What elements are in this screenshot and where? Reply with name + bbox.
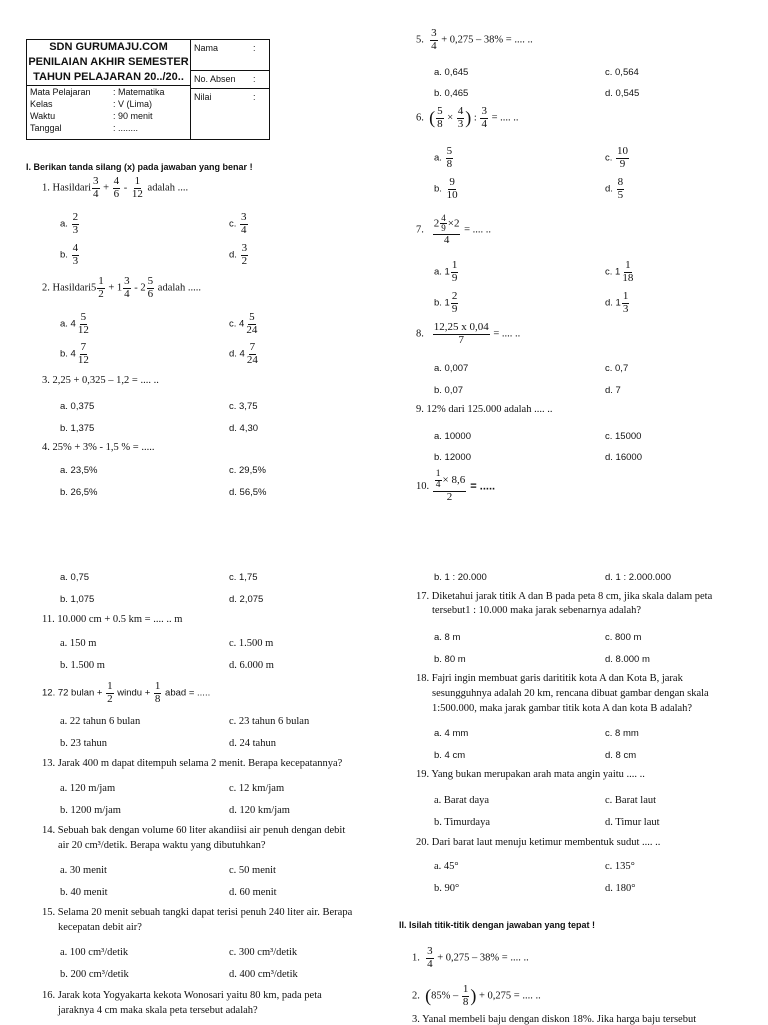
question-10: 10. $\frac{1}{4}$ × 8,6 2 = ..... <box>416 469 496 503</box>
date-value: : ........ <box>113 123 139 133</box>
option-20b[interactable]: b. 90° <box>434 883 460 894</box>
option-3b[interactable]: b. 1,375 <box>60 423 95 434</box>
option-20a[interactable]: a. 45° <box>434 861 459 872</box>
essay-question-3: 3. Yanal membeli baju dengan diskon 18%. Jika harga baju tersebut <box>412 1014 697 1025</box>
option-8c[interactable]: c. 0,7 <box>605 363 629 374</box>
option-5c[interactable]: c. 0,564 <box>605 67 639 78</box>
option-4c[interactable]: c. 29,5% <box>229 465 266 476</box>
option-11d[interactable]: d. 6.000 m <box>229 660 274 671</box>
option-18a[interactable]: a. 4 mm <box>434 728 469 739</box>
option-7a[interactable]: a. 1 $\frac{1}{9}$ <box>434 259 458 284</box>
option-6b[interactable]: b. $\frac{9}{10}$ <box>434 176 458 201</box>
option-3c[interactable]: c. 3,75 <box>229 401 258 412</box>
option-5b[interactable]: b. 0,465 <box>434 88 469 99</box>
question-16-line1: 16. Jarak kota Yogyakarta kekota Wonosari yaitu 80 km, pada peta <box>42 990 322 1001</box>
time-label: Waktu <box>30 111 56 121</box>
score-label: Nilai <box>194 92 212 102</box>
option-14d[interactable]: d. 60 menit <box>229 887 277 898</box>
option-5a[interactable]: a. 0,645 <box>434 67 469 78</box>
option-3a[interactable]: a. 0,375 <box>60 401 95 412</box>
option-15c[interactable]: c. 300 cm³/detik <box>229 947 298 958</box>
option-11b[interactable]: b. 1.500 m <box>60 660 105 671</box>
option-9b[interactable]: b. 12000 <box>434 452 471 463</box>
question-2: 2. Hasildari5 $\frac{1}{2}$ + 1 $\frac{3}{4}$ - 2 $\frac{5}{6}$ adalah ..... <box>42 275 201 300</box>
option-13a[interactable]: a. 120 m/jam <box>60 783 116 794</box>
option-20d[interactable]: d. 180° <box>605 883 636 894</box>
option-14c[interactable]: c. 50 menit <box>229 865 276 876</box>
option-13d[interactable]: d. 120 km/jam <box>229 805 290 816</box>
option-17b[interactable]: b. 80 m <box>434 654 466 665</box>
question-18-line2: sesungguhnya adalah 20 km, rencana dibuat gambar dengan skala <box>432 688 709 699</box>
option-8a[interactable]: a. 0,007 <box>434 363 469 374</box>
question-17-line1: 17. Diketahui jarak titik A dan B pada peta 8 cm, jika skala dalam peta <box>416 591 713 602</box>
option-4d[interactable]: d. 56,5% <box>229 487 267 498</box>
option-1c[interactable]: c. $\frac{3}{4}$ <box>229 211 247 236</box>
exam-year: TAHUN PELAJARAN 20../20.. <box>27 70 190 86</box>
option-7c[interactable]: c. 1 $\frac{1}{18}$ <box>605 259 634 284</box>
option-14a[interactable]: a. 30 menit <box>60 865 107 876</box>
option-1b[interactable]: b. $\frac{4}{3}$ <box>60 242 79 267</box>
option-19b[interactable]: b. Timurdaya <box>434 817 491 828</box>
option-19d[interactable]: d. Timur laut <box>605 817 660 828</box>
option-1d[interactable]: d. $\frac{3}{2}$ <box>229 242 248 267</box>
option-9c[interactable]: c. 15000 <box>605 431 642 442</box>
question-15-line2: kecepatan debit air? <box>58 922 142 933</box>
option-7d[interactable]: d. 1 $\frac{1}{3}$ <box>605 290 629 315</box>
option-12c[interactable]: c. 23 tahun 6 bulan <box>229 716 310 727</box>
question-6: 6. ( $\frac{5}{8}$ × $\frac{4}{3}$ ) : $\frac{3}{4}$ = .... .. <box>416 105 519 130</box>
time-value: : 90 menit <box>113 111 153 121</box>
question-7: 7. 2 $\frac{4}{9}$ ×2 4 = .... .. <box>416 213 492 246</box>
exam-name: PENILAIAN AKHIR SEMESTER <box>28 56 189 68</box>
option-16b[interactable]: b. 1 : 20.000 <box>434 572 487 583</box>
section-2-instruction: II. Isilah titik-titik dengan jawaban yang tepat ! <box>399 920 596 930</box>
option-7b[interactable]: b. 1 $\frac{2}{9}$ <box>434 290 458 315</box>
question-3: 3. 2,25 + 0,325 – 1,2 = .... .. <box>42 375 159 386</box>
option-20c[interactable]: c. 135° <box>605 861 635 872</box>
option-2b[interactable]: b. 4 $\frac{7}{12}$ <box>60 341 89 366</box>
option-11c[interactable]: c. 1.500 m <box>229 638 274 649</box>
question-11: 11. 10.000 cm + 0.5 km = .... .. m <box>42 614 183 625</box>
option-17d[interactable]: d. 8.000 m <box>605 654 650 665</box>
question-14-line1: 14. Sebuah bak dengan volume 60 liter akandiisi air penuh dengan debit <box>42 825 346 836</box>
option-10a[interactable]: a. 0,75 <box>60 572 90 583</box>
option-19a[interactable]: a. Barat daya <box>434 795 490 806</box>
option-19c[interactable]: c. Barat laut <box>605 795 657 806</box>
option-14b[interactable]: b. 40 menit <box>60 887 108 898</box>
question-5: 5. $\frac{3}{4}$ + 0,275 – 38% = .... .. <box>416 27 533 52</box>
question-8: 8. $\frac{12,25 x 0,04}{7}$ = .... .. <box>416 321 521 346</box>
essay-question-1: 1. $\frac{3}{4}$ + 0,275 – 38% = .... .. <box>412 945 529 970</box>
question-19: 19. Yang bukan merupakan arah mata angin yaitu .... .. <box>416 769 645 780</box>
option-12a[interactable]: a. 22 tahun 6 bulan <box>60 716 141 727</box>
name-label: Nama <box>194 43 219 53</box>
class-label: Kelas <box>30 99 53 109</box>
option-13b[interactable]: b. 1200 m/jam <box>60 805 121 816</box>
subject-label: Mata Pelajaran <box>30 87 91 97</box>
option-9d[interactable]: d. 16000 <box>605 452 642 463</box>
question-13: 13. Jarak 400 m dapat ditempuh selama 2 menit. Berapa kecepatannya? <box>42 758 343 769</box>
option-9a[interactable]: a. 10000 <box>434 431 471 442</box>
option-6c[interactable]: c. $\frac{10}{9}$ <box>605 145 629 170</box>
option-18d[interactable]: d. 8 cm <box>605 750 637 761</box>
option-8d[interactable]: d. 7 <box>605 385 621 396</box>
question-4: 4. 25% + 3% - 1,5 % = ..... <box>42 442 155 453</box>
option-18c[interactable]: c. 8 mm <box>605 728 639 739</box>
question-18-line3: 1:500.000, maka jarak gambar titik kota A dan kota B adalah? <box>432 703 693 714</box>
option-12b[interactable]: b. 23 tahun <box>60 738 107 749</box>
option-12d[interactable]: d. 24 tahun <box>229 738 276 749</box>
option-15b[interactable]: b. 200 cm³/detik <box>60 969 129 980</box>
option-2c[interactable]: c. 4 $\frac{5}{24}$ <box>229 311 258 336</box>
question-14-line2: air 20 cm³/detik. Berapa waktu yang dibutuhkan? <box>58 840 266 851</box>
school-title-cell <box>27 40 191 140</box>
option-13c[interactable]: c. 12 km/jam <box>229 783 285 794</box>
section-1-instruction: I. Berikan tanda silang (x) pada jawaban yang benar ! <box>26 162 253 172</box>
option-15a[interactable]: a. 100 cm³/detik <box>60 947 129 958</box>
option-16d[interactable]: d. 1 : 2.000.000 <box>605 572 672 583</box>
absen-colon: : <box>253 74 256 84</box>
option-10b[interactable]: b. 1,075 <box>60 594 95 605</box>
question-9: 9. 12% dari 125.000 adalah .... .. <box>416 404 553 415</box>
option-6d[interactable]: d. $\frac{8}{5}$ <box>605 176 624 201</box>
option-1a[interactable]: a. $\frac{2}{3}$ <box>60 211 79 236</box>
option-8b[interactable]: b. 0,07 <box>434 385 464 396</box>
school-name: SDN GURUMAJU.COM <box>49 41 168 53</box>
identity-cell <box>191 40 270 140</box>
date-label: Tanggal <box>30 123 62 133</box>
option-2d[interactable]: d. 4 $\frac{7}{24}$ <box>229 341 258 366</box>
score-colon: : <box>253 92 256 102</box>
question-17-line2: tersebut1 : 10.000 maka jarak sebenarnya adalah? <box>432 605 642 616</box>
option-4a[interactable]: a. 23,5% <box>60 465 98 476</box>
question-1: 1. Hasildari $\frac{3}{4}$ + $\frac{4}{6}$ - $\frac{1}{12}$ adalah .... <box>42 175 189 200</box>
option-17c[interactable]: c. 800 m <box>605 632 642 643</box>
option-11a[interactable]: a. 150 m <box>60 638 97 649</box>
essay-question-2: 2. (85% – $\frac{1}{8}$ ) + 0,275 = .... .. <box>412 983 541 1008</box>
option-18b[interactable]: b. 4 cm <box>434 750 466 761</box>
class-value: : V (Lima) <box>113 99 153 109</box>
absen-label: No. Absen <box>194 74 236 84</box>
option-3d[interactable]: d. 4,30 <box>229 423 259 434</box>
subject-value: : Matematika <box>113 87 165 97</box>
name-colon: : <box>253 43 256 53</box>
question-18-line1: 18. Fajri ingin membuat garis darititik kota A dan Kota B, jarak <box>416 673 683 684</box>
option-15d[interactable]: d. 400 cm³/detik <box>229 969 298 980</box>
question-12: 12. 72 bulan + $\frac{1}{2}$ windu + $\frac{1}{8}$ abad = ..... <box>42 680 211 705</box>
option-4b[interactable]: b. 26,5% <box>60 487 98 498</box>
option-10c[interactable]: c. 1,75 <box>229 572 258 583</box>
question-20: 20. Dari barat laut menuju ketimur membentuk sudut .... .. <box>416 837 661 848</box>
option-6a[interactable]: a. $\frac{5}{8}$ <box>434 145 453 170</box>
option-2a[interactable]: a. 4 $\frac{5}{12}$ <box>60 311 89 336</box>
question-16-line2: jaraknya 4 cm maka skala peta tersebut adalah? <box>58 1005 258 1016</box>
question-15-line1: 15. Selama 20 menit sebuah tangki dapat terisi penuh 240 liter air. Berapa <box>42 907 353 918</box>
option-17a[interactable]: a. 8 m <box>434 632 461 643</box>
option-5d[interactable]: d. 0,545 <box>605 88 640 99</box>
option-10d[interactable]: d. 2,075 <box>229 594 264 605</box>
header-table <box>26 39 270 140</box>
